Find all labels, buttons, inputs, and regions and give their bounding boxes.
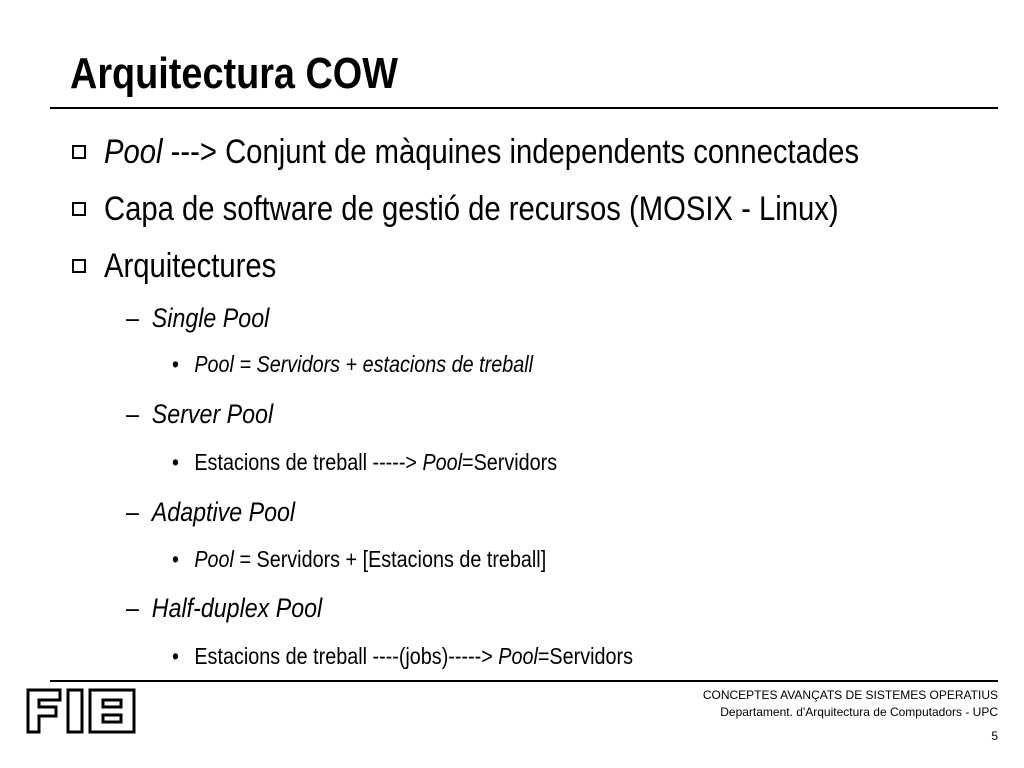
dash-bullet: –	[126, 593, 139, 623]
dash-bullet: –	[126, 303, 139, 333]
bullet-pool	[72, 132, 982, 172]
bullet-text: Capa de software de gestió de recursos (MOSIX - Linux)	[104, 190, 839, 228]
square-bullet-icon	[72, 202, 86, 216]
detail-adaptive-pool: • Pool = Servidors + [Estacions de treball]	[172, 546, 547, 572]
dot-bullet: •	[172, 449, 179, 475]
sub-item-adaptive-pool: – Adaptive Pool	[126, 497, 296, 527]
dot-bullet: •	[172, 351, 179, 377]
slide-title: Arquitectura COW	[70, 49, 398, 98]
bullet-text: Arquitectures	[104, 247, 277, 285]
dot-bullet: •	[172, 643, 179, 669]
square-bullet-icon	[72, 259, 86, 273]
dash-bullet: –	[126, 399, 139, 429]
detail-server-pool: • Estacions de treball -----> Pool=Servidors	[172, 449, 558, 475]
fib-logo-icon	[26, 688, 138, 734]
title-rule	[50, 107, 998, 109]
footer-rule	[50, 680, 998, 682]
square-bullet-icon	[72, 145, 86, 159]
detail-single-pool: • Pool = Servidors + estacions de treball	[172, 351, 534, 377]
sub-item-half-duplex-pool: – Half-duplex Pool	[126, 593, 323, 623]
dash-bullet: –	[126, 497, 139, 527]
footer-course: CONCEPTES AVANÇATS DE SISTEMES OPERATIUS	[702, 688, 998, 702]
bullet-text: Pool ---> Conjunt de màquines independents connectades	[104, 133, 860, 171]
sub-item-single-pool: – Single Pool	[126, 303, 270, 333]
footer-department: Departament. d'Arquitectura de Computadors - UPC	[720, 705, 998, 719]
bullet-architectures	[72, 246, 304, 286]
dot-bullet: •	[172, 546, 179, 572]
fib-logo	[26, 688, 138, 739]
detail-half-duplex-pool: • Estacions de treball ----(jobs)-----> Pool=Servidors	[172, 643, 633, 669]
sub-item-server-pool: – Server Pool	[126, 399, 274, 429]
page-number: 5	[991, 729, 998, 743]
bullet-software-layer	[72, 189, 958, 229]
